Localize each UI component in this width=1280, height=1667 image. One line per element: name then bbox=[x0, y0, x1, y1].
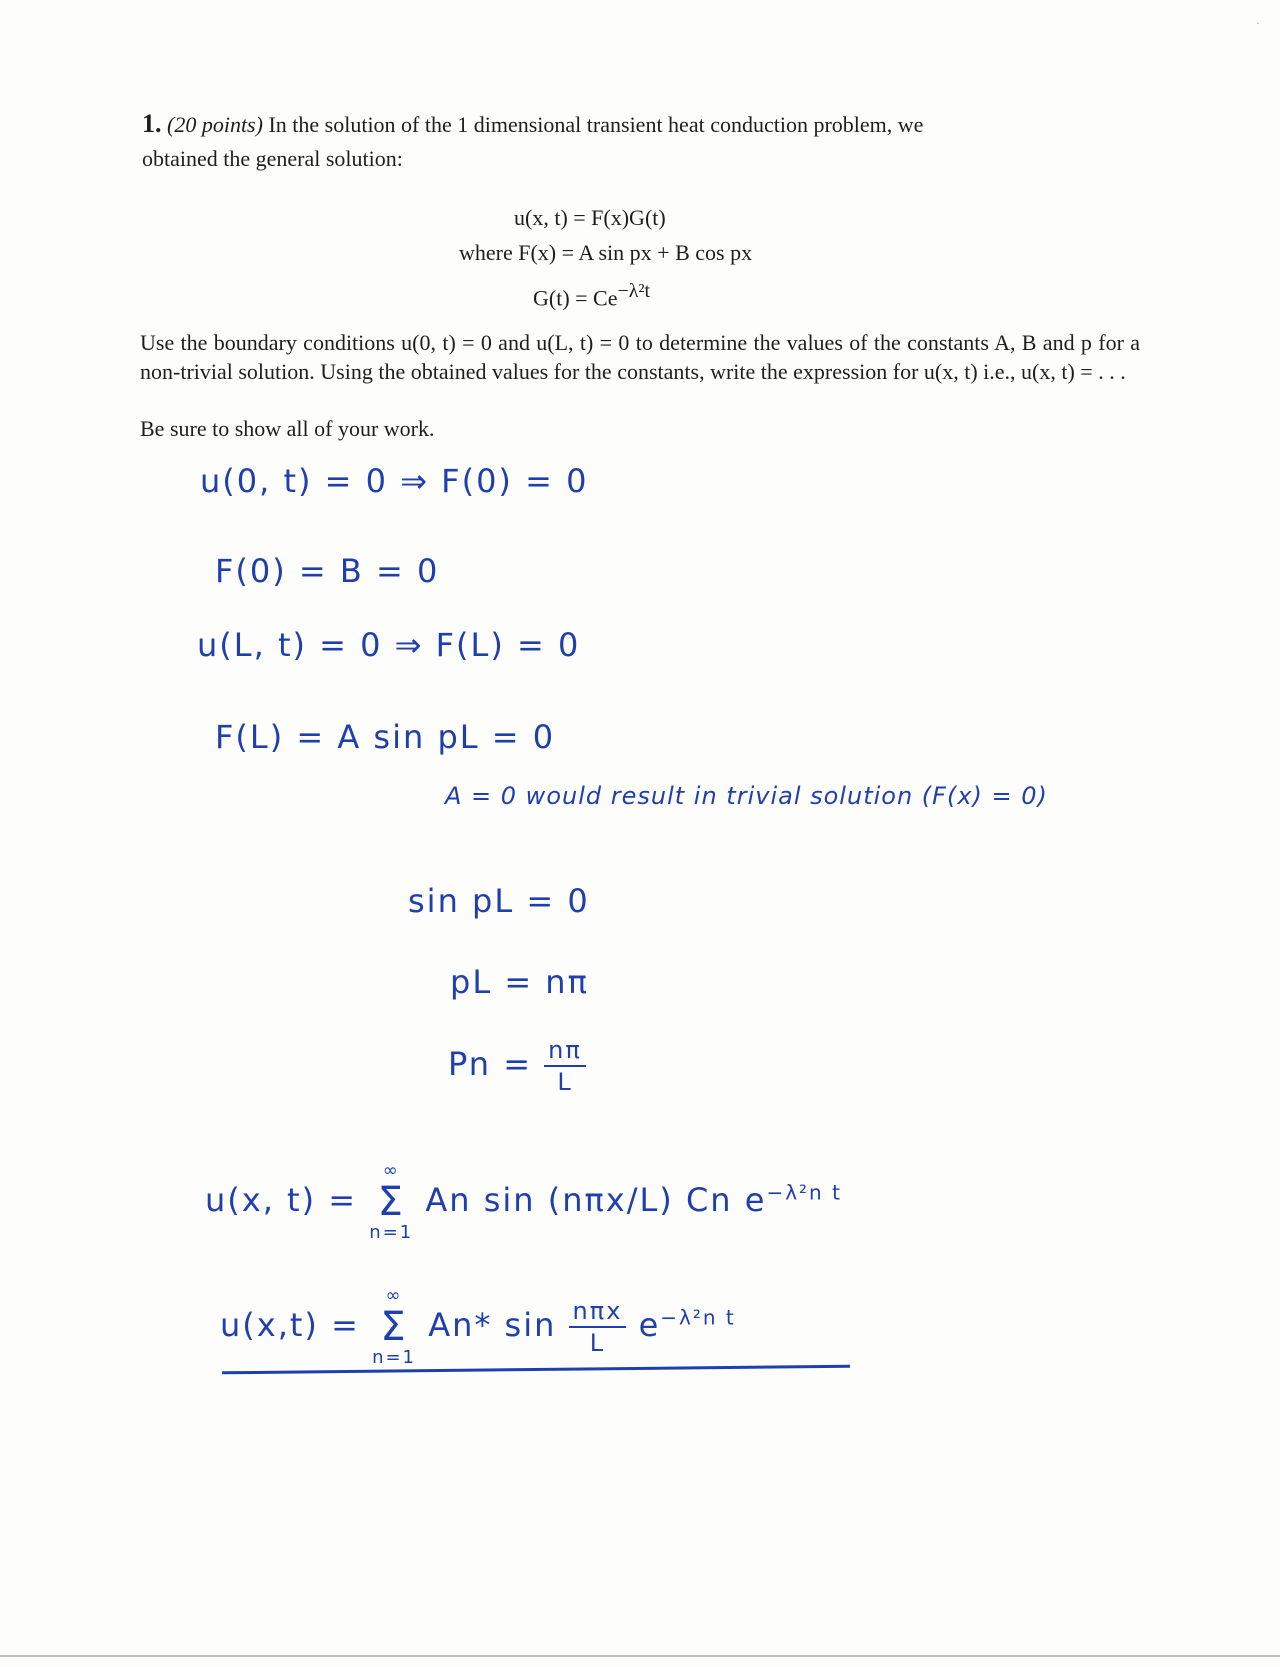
work-line-8 bbox=[448, 1035, 586, 1097]
work-line-10-body: An* sin bbox=[428, 1306, 569, 1344]
problem-intro-line2: obtained the general solution: bbox=[142, 146, 403, 171]
equation-G-base: G(t) = Ce bbox=[533, 285, 618, 311]
page-bottom-edge bbox=[0, 1655, 1280, 1657]
work-line-9-lhs: u(x, t) = bbox=[205, 1181, 370, 1219]
work-line-10-lhs: u(x,t) = bbox=[220, 1306, 373, 1344]
work-line-10-sum-upper: ∞ bbox=[385, 1285, 403, 1306]
problem-points: (20 points) bbox=[167, 112, 263, 137]
work-line-10-denominator: L bbox=[589, 1329, 606, 1357]
work-line-9-sum-lower: n=1 bbox=[369, 1222, 414, 1243]
work-line-9-summation bbox=[369, 1160, 413, 1244]
work-line-8-fraction bbox=[544, 1035, 586, 1097]
work-line-10-numerator: nπx bbox=[569, 1296, 627, 1328]
work-line-2: F(0) = B = 0 bbox=[215, 552, 440, 590]
sigma-icon: Σ bbox=[377, 1179, 405, 1225]
work-line-8-numerator: nπ bbox=[544, 1035, 586, 1067]
equation-G bbox=[533, 280, 650, 311]
work-line-10-fraction bbox=[569, 1296, 627, 1358]
work-line-10-summation bbox=[372, 1285, 416, 1369]
equation-u: u(x, t) = F(x)G(t) bbox=[514, 205, 666, 230]
problem-intro-line1: In the solution of the 1 dimensional transient heat conduction problem, we bbox=[268, 112, 924, 137]
work-line-8-lhs: Pn = bbox=[448, 1045, 545, 1083]
instructions-text: Use the boundary conditions u(0, t) = 0 and u(L, t) = 0 to determine the values of the constants A, B and p for a non-trivial solution. Using the obtained values for the constants, write the expression for u(x, t) i.e., u(x, t) = . . . bbox=[140, 330, 1140, 384]
work-line-7: pL = nπ bbox=[450, 963, 589, 1001]
work-line-5: A = 0 would result in trivial solution (F(x) = 0) bbox=[445, 782, 1048, 810]
instructions-text-2: Be sure to show all of your work. bbox=[140, 416, 435, 441]
work-line-9-exponent: −λ²n t bbox=[766, 1180, 842, 1205]
work-line-10-sum-lower: n=1 bbox=[372, 1347, 417, 1368]
work-line-3: u(L, t) = 0 ⇒ F(L) = 0 bbox=[197, 626, 581, 664]
work-line-9-sum-upper: ∞ bbox=[382, 1160, 400, 1181]
problem-header bbox=[142, 110, 1142, 138]
work-line-10 bbox=[220, 1285, 736, 1369]
equation-F: where F(x) = A sin px + B cos px bbox=[459, 240, 753, 265]
work-line-1: u(0, t) = 0 ⇒ F(0) = 0 bbox=[200, 462, 589, 500]
scan-corner-mark: · bbox=[1256, 16, 1260, 30]
work-line-10-exponent: −λ²n t bbox=[660, 1305, 736, 1330]
work-line-9-body: An sin (nπx/L) Cn e bbox=[425, 1181, 767, 1219]
equation-G-exponent: −λ²t bbox=[617, 280, 651, 302]
work-line-8-denominator: L bbox=[557, 1068, 573, 1096]
work-line-10-e: e bbox=[638, 1306, 661, 1344]
work-line-9 bbox=[205, 1160, 842, 1244]
problem-number: 1. bbox=[142, 109, 162, 138]
work-line-6: sin pL = 0 bbox=[408, 882, 590, 920]
work-line-4: F(L) = A sin pL = 0 bbox=[215, 718, 556, 756]
sigma-icon: Σ bbox=[380, 1304, 408, 1350]
